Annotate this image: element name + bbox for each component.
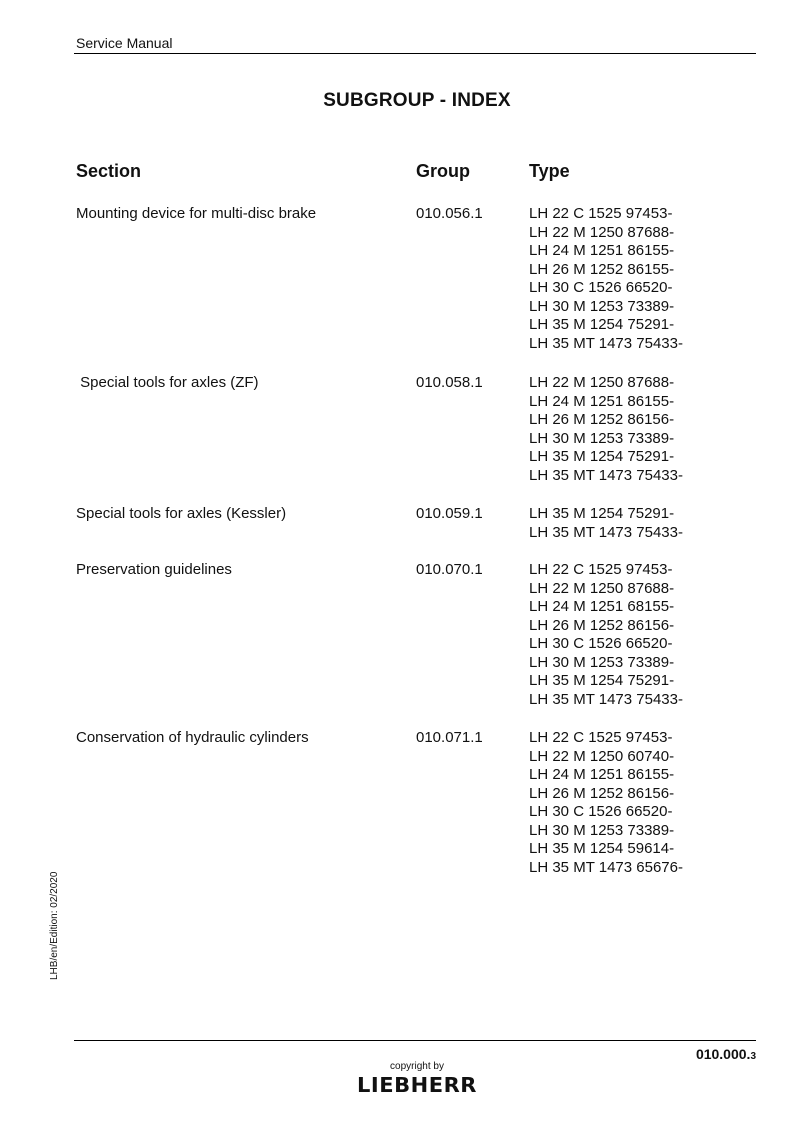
- liebherr-logo: LIEBHERR: [356, 1073, 477, 1097]
- header-divider: [74, 53, 756, 54]
- type-item: LH 30 C 1526 66520-: [529, 279, 673, 296]
- section-name: Special tools for axles (Kessler): [76, 505, 287, 522]
- type-item: LH 30 C 1526 66520-: [529, 635, 673, 652]
- type-item: LH 35 M 1254 75291-: [529, 505, 675, 522]
- type-list: [529, 729, 683, 877]
- type-item: LH 35 M 1254 75291-: [529, 448, 675, 465]
- type-item: LH 22 C 1525 97453-: [529, 729, 673, 746]
- copyright-text: copyright by: [390, 1061, 444, 1072]
- type-item: LH 22 M 1250 87688-: [529, 374, 675, 391]
- type-item: LH 24 M 1251 86155-: [529, 766, 675, 783]
- type-item: LH 22 M 1250 87688-: [529, 579, 675, 597]
- type-list: [529, 505, 683, 542]
- group-code: 010.058.1: [416, 374, 483, 391]
- section-name: Mounting device for multi-disc brake: [76, 205, 317, 222]
- type-item: LH 35 MT 1473 75433-: [529, 466, 683, 484]
- type-item: LH 30 M 1253 73389-: [529, 821, 675, 839]
- footer-divider: [74, 1040, 756, 1041]
- type-item: LH 22 C 1525 97453-: [529, 561, 673, 578]
- group-code: 010.070.1: [416, 561, 483, 578]
- type-item: LH 30 M 1253 73389-: [529, 653, 675, 671]
- header-title: Service Manual: [76, 35, 173, 51]
- type-item: LH 22 M 1250 60740-: [529, 747, 675, 765]
- page-title: SUBGROUP - INDEX: [323, 90, 511, 111]
- type-item: LH 35 MT 1473 65676-: [529, 858, 683, 876]
- type-item: LH 30 M 1253 73389-: [529, 429, 675, 447]
- type-item: LH 30 C 1526 66520-: [529, 803, 673, 820]
- type-item: LH 26 M 1252 86156-: [529, 411, 675, 428]
- group-code: 010.071.1: [416, 729, 483, 746]
- type-item: LH 24 M 1251 68155-: [529, 598, 675, 615]
- type-list: [529, 561, 683, 709]
- page-number: [696, 1046, 756, 1062]
- type-item: LH 35 MT 1473 75433-: [529, 334, 683, 352]
- type-item: LH 35 M 1254 75291-: [529, 672, 675, 689]
- type-item: LH 35 M 1254 75291-: [529, 316, 675, 333]
- page-number-main: 010.000.: [695, 1046, 751, 1062]
- type-item: LH 22 M 1250 87688-: [529, 223, 675, 241]
- column-header-type: Type: [529, 161, 570, 181]
- type-item: LH 35 M 1254 59614-: [529, 840, 675, 857]
- column-header-section: Section: [76, 161, 142, 181]
- type-item: LH 35 MT 1473 75433-: [529, 523, 683, 541]
- page-number-sub: 3: [750, 1051, 756, 1062]
- type-item: LH 35 MT 1473 75433-: [529, 690, 683, 708]
- type-item: LH 24 M 1251 86155-: [529, 242, 675, 259]
- section-name: Special tools for axles (ZF): [76, 374, 259, 391]
- type-item: LH 26 M 1252 86155-: [529, 260, 675, 278]
- group-code: 010.056.1: [416, 205, 483, 222]
- section-name: Conservation of hydraulic cylinders: [76, 729, 309, 746]
- type-item: LH 24 M 1251 86155-: [529, 392, 675, 410]
- column-header-group: Group: [416, 161, 470, 181]
- type-item: LH 22 C 1525 97453-: [529, 205, 673, 222]
- edition-note: LHB/en/Edition: 02/2020: [49, 871, 60, 980]
- type-list: [529, 374, 683, 485]
- type-item: LH 26 M 1252 86156-: [529, 616, 675, 634]
- section-name: Preservation guidelines: [76, 561, 232, 578]
- type-list: [529, 205, 683, 353]
- type-item: LH 26 M 1252 86156-: [529, 784, 675, 802]
- type-item: LH 30 M 1253 73389-: [529, 297, 675, 315]
- group-code: 010.059.1: [416, 505, 483, 522]
